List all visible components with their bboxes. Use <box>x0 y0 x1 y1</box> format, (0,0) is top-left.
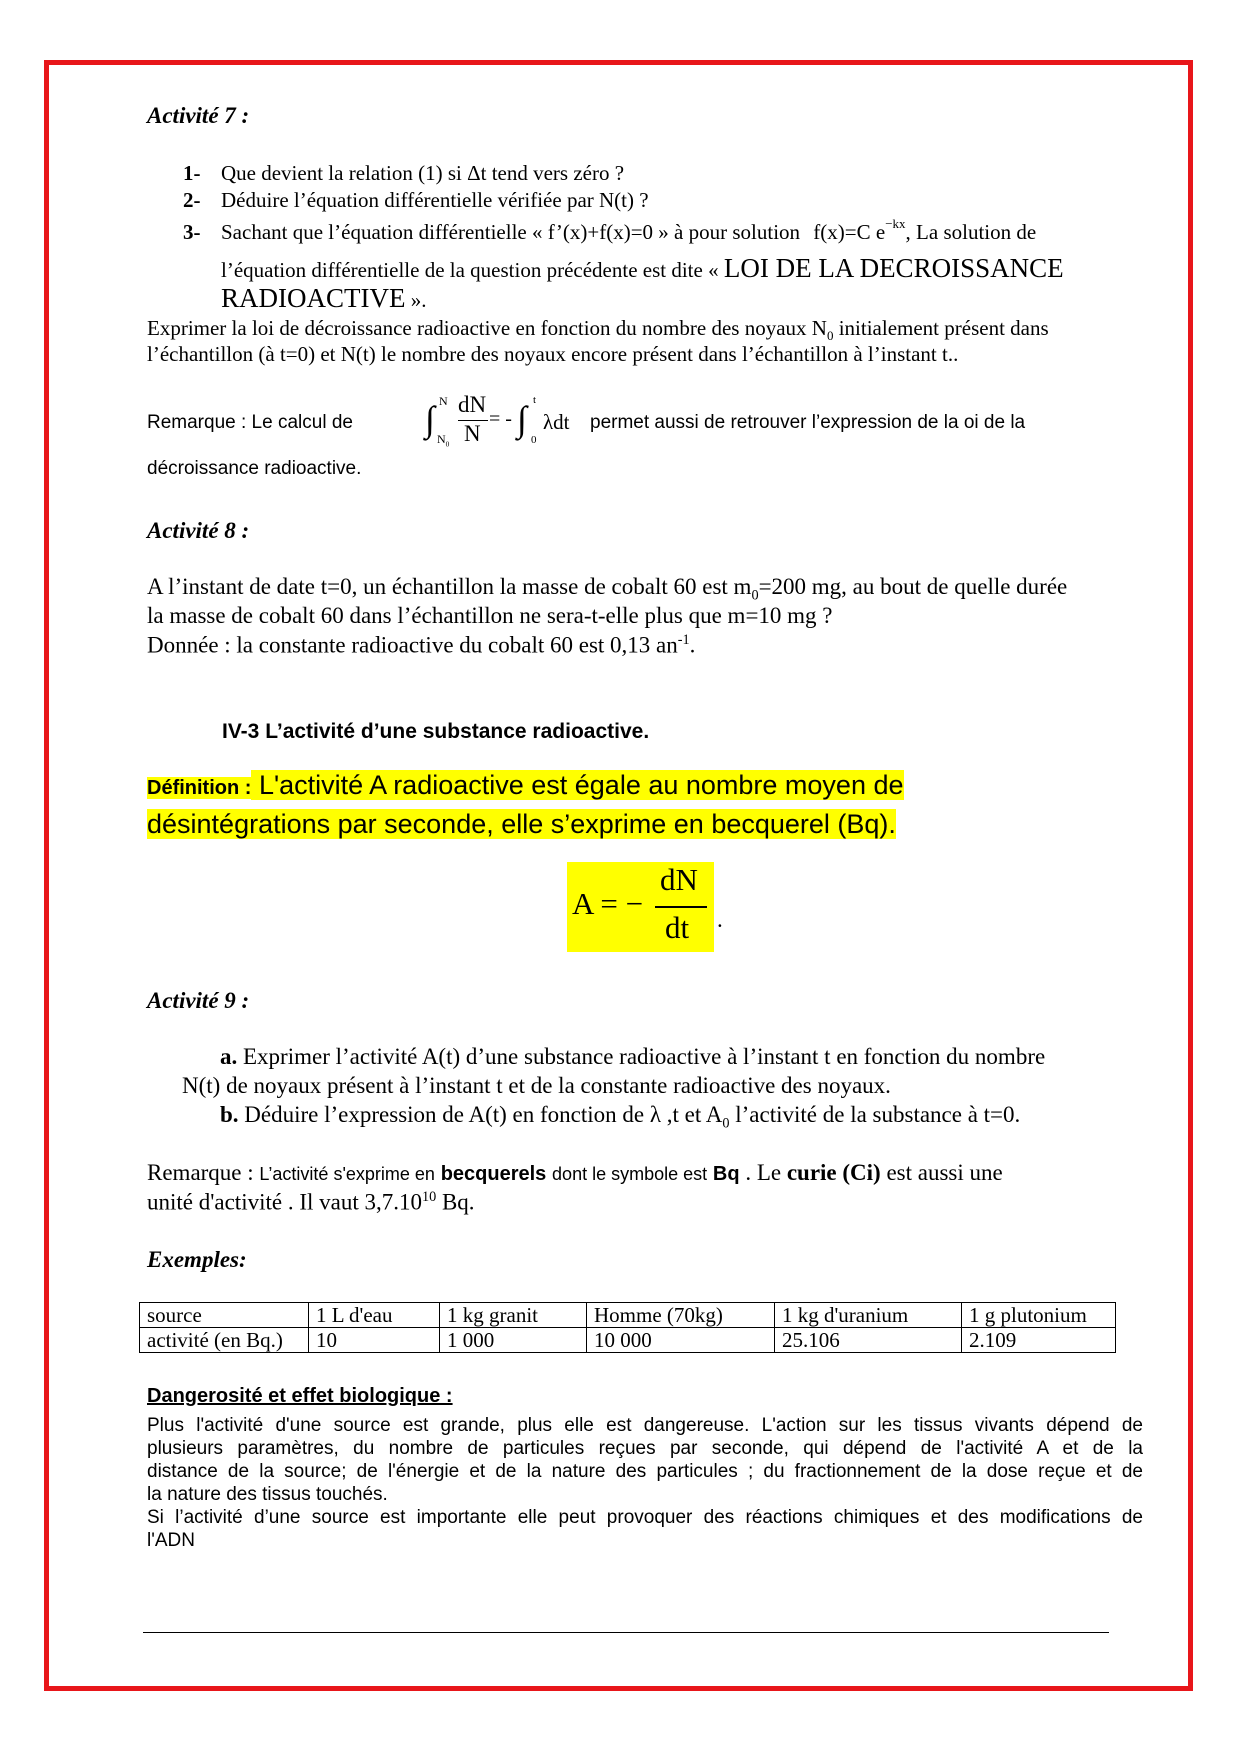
integral-formula: ∫ N $N_0$ dN N = - ∫ t 0 λdt <box>425 392 570 449</box>
definition-block <box>147 768 904 846</box>
table-cell: 1 000 <box>440 1328 587 1353</box>
activite-8-line-2: la masse de cobalt 60 dans l’échantillon ne sera-t-elle plus que m=10 mg ? <box>147 603 833 628</box>
activite-9-title: Activité 9 : <box>147 988 250 1013</box>
table-cell: 1 g plutonium <box>962 1303 1116 1328</box>
activite-7-paragraph-1: Exprimer la loi de décroissance radioactive en fonction du nombre des noyaux $N_0$ initialement présent dans <box>147 316 1049 344</box>
danger-title: Dangerosité et effet biologique : <box>147 1385 453 1407</box>
danger-line: la nature des tissus touchés. <box>147 1484 388 1505</box>
remarque-text: permet aussi de retrouver l’expression de la oi de la <box>590 412 1026 433</box>
table-cell: Homme (70kg) <box>587 1303 775 1328</box>
table-cell: 25.106 <box>775 1328 962 1353</box>
activite-9-remarque: Remarque : L’activité s'exprime en becquerels dont le symbole est Bq . Le curie (Ci) est aussi une <box>147 1160 1003 1185</box>
definition-text-2: désintégrations par seconde, elle s’exprime en becquerel (Bq). <box>147 809 896 839</box>
activite-9-remarque-2: unité d'activité . Il vaut 3,7.10$^{10}$ Bq. <box>147 1189 475 1215</box>
integral-sign-2: ∫ <box>517 399 527 439</box>
definition-text-1: L'activité A radioactive est égale au nombre moyen de <box>258 770 904 800</box>
activite-7-paragraph-2: l’échantillon (à t=0) et N(t) le nombre des noyaux encore présent dans l’échantillon à l’instant t.. <box>147 342 959 366</box>
question-3-cont: l’équation différentielle de la question précédente est dite « LOI DE LA DECROISSANCE <box>221 253 1064 283</box>
activity-formula: A = − dN dt <box>567 862 714 952</box>
activite-7-title: Activité 7 : <box>147 103 250 128</box>
question-3: 3- Sachant que l’équation différentielle « f’(x)+f(x)=0 » à pour solution f(x)=C $e^{-kx}$, La solution de <box>183 216 1037 244</box>
question-3-cont2: RADIOACTIVE ». <box>221 283 427 313</box>
table-cell: 2.109 <box>962 1328 1116 1353</box>
formula-fraction-bar <box>655 906 707 908</box>
danger-line: Si l’activité d’une source est importante elle peut provoquer des réactions chimiques et des modifications de <box>147 1507 1143 1528</box>
table-cell: 1 kg granit <box>440 1303 587 1328</box>
activite-8-line-3: Donnée : la constante radioactive du cobalt 60 est 0,13 $an^{-1}$. <box>147 632 696 658</box>
table-cell: source <box>140 1303 309 1328</box>
activite-9-a: a. Exprimer l’activité A(t) d’une substance radioactive à l’instant t en fonction du nombre <box>220 1044 1046 1069</box>
footer-rule <box>143 1632 1109 1633</box>
remarque-label: Remarque : Le calcul de <box>147 412 353 433</box>
table-cell: 1 L d'eau <box>309 1303 440 1328</box>
question-2: 2- Déduire l’équation différentielle vérifiée par N(t) ? <box>183 188 649 212</box>
definition-label: Définition : <box>147 777 252 799</box>
activite-8-title: Activité 8 : <box>147 518 250 543</box>
examples-table <box>139 1302 1116 1353</box>
table-row <box>140 1328 1116 1353</box>
danger-line: plusieurs paramètres, du nombre de particules reçues par seconde, qui dépend de l'activité A et de la <box>147 1438 1143 1459</box>
table-row <box>140 1303 1116 1328</box>
table-cell: 1 kg d'uranium <box>775 1303 962 1328</box>
table-cell: 10 <box>309 1328 440 1353</box>
integral-sign-1: ∫ <box>425 399 435 439</box>
danger-line: Plus l'activité d'une source est grande, plus elle est dangereuse. L'action sur les tissus vivants dépend de <box>147 1415 1143 1436</box>
table-cell: activité (en Bq.) <box>140 1328 309 1353</box>
danger-line: l'ADN <box>147 1530 195 1551</box>
activite-9-a-cont: N(t) de noyaux présent à l’instant t et de la constante radioactive des noyaux. <box>182 1073 891 1098</box>
danger-line: distance de la source; de l'énergie et de la nature des particules ; du fractionnement de la dose reçue et de <box>147 1461 1143 1482</box>
section-title: IV-3 L’activité d’une substance radioactive. <box>222 720 650 743</box>
remarque-text-2: décroissance radioactive. <box>147 458 362 479</box>
exemples-title: Exemples: <box>147 1247 247 1272</box>
activite-8-line-1: A l’instant de date t=0, un échantillon la masse de cobalt 60 est $m_0=200$ mg, au bout de quelle durée <box>147 574 1068 604</box>
table-cell: 10 000 <box>587 1328 775 1353</box>
question-1: 1- Que devient la relation (1) si Δt tend vers zéro ? <box>183 161 625 185</box>
danger-paragraph <box>147 1414 1143 1552</box>
activite-9-b: b. Déduire l’expression de A(t) en fonction de λ ,t et $A_0$ l’activité de la substance à t=0. <box>220 1102 1021 1132</box>
